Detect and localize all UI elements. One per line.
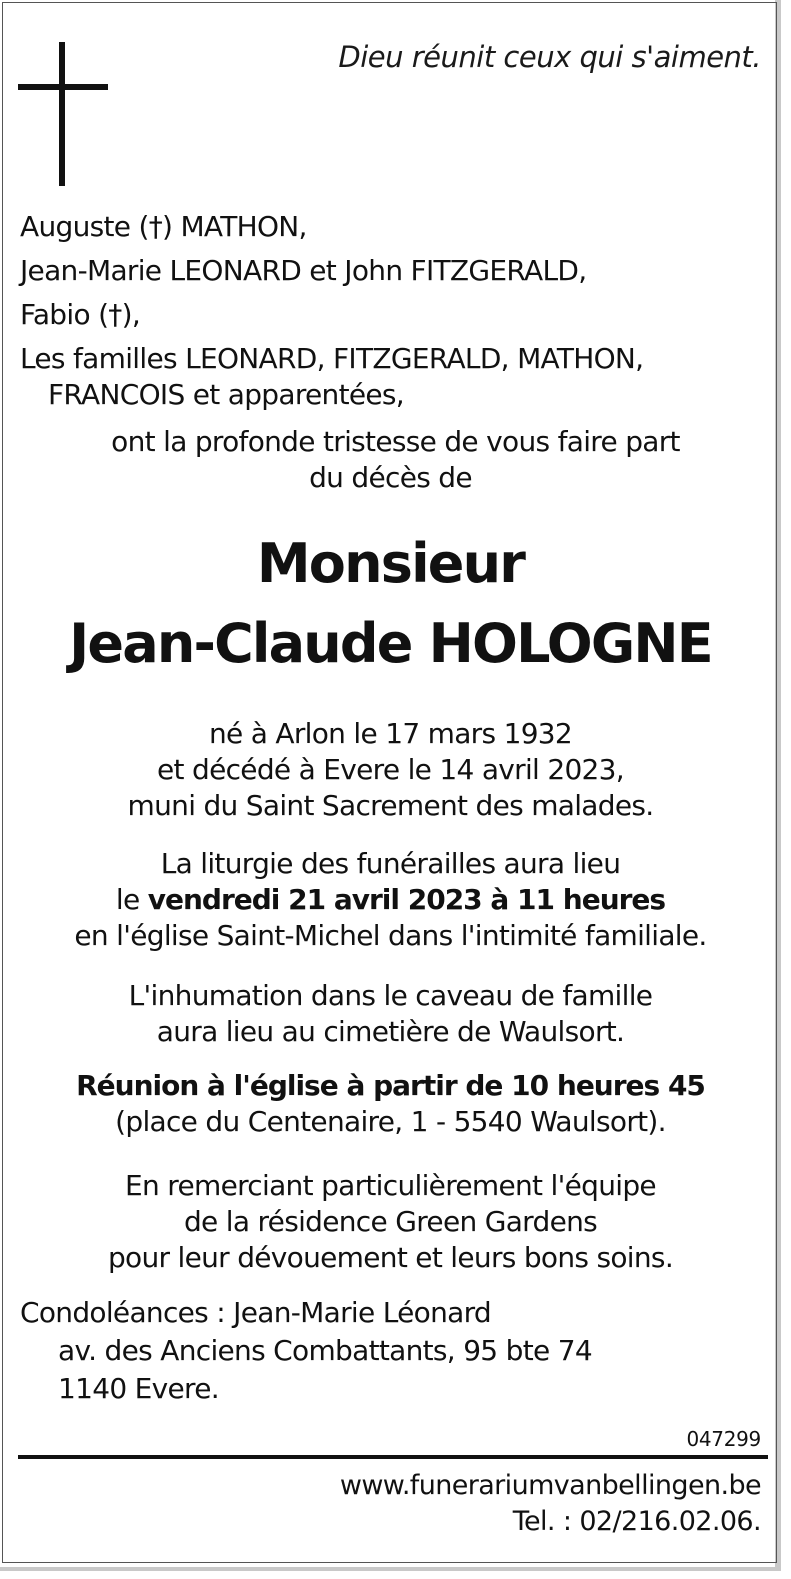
footer	[340, 1468, 761, 1540]
family-line: Fabio (†),	[20, 298, 141, 331]
birth-death-info	[0, 716, 781, 824]
condolences-line: av. des Anciens Combattants, 95 bte 74	[58, 1334, 592, 1367]
family-line: Les familles LEONARD, FITZGERALD, MATHON,	[20, 342, 644, 375]
info-line: muni du Saint Sacrement des malades.	[127, 789, 654, 822]
family-list	[20, 205, 643, 413]
meeting-info	[0, 1068, 781, 1140]
info-line: pour leur dévouement et leurs bons soins.	[107, 1241, 674, 1274]
funeral-date: vendredi 21 avril 2023 à 11 heures	[147, 883, 666, 916]
info-line: né à Arlon le 17 mars 1932	[208, 717, 573, 750]
family-line: FRANCOIS et apparentées,	[48, 378, 405, 411]
funeral-date-prefix: le	[115, 883, 148, 916]
info-line: La liturgie des funérailles aura lieu	[160, 847, 621, 880]
info-line: L'inhumation dans le caveau de famille	[128, 979, 653, 1012]
funeral-date-line	[0, 882, 781, 918]
announcement-line: du décès de	[309, 461, 472, 494]
reference-number: 047299	[686, 1427, 761, 1451]
website: www.funerariumvanbellingen.be	[339, 1470, 761, 1501]
deceased-title: Monsieur	[256, 532, 525, 595]
info-line: de la résidence Green Gardens	[183, 1205, 598, 1238]
divider	[18, 1455, 768, 1459]
meeting-address: (place du Centenaire, 1 - 5540 Waulsort).	[115, 1105, 666, 1138]
thanks-info	[0, 1168, 781, 1276]
condolences	[20, 1294, 592, 1408]
announcement-line: ont la profonde tristesse de vous faire part	[111, 425, 680, 458]
cross-icon	[18, 42, 108, 186]
family-line: Auguste (†) MATHON,	[20, 210, 307, 243]
motto: Dieu réunit ceux qui s'aiment.	[338, 40, 761, 74]
burial-info	[0, 978, 781, 1050]
condolences-line: 1140 Evere.	[58, 1372, 219, 1405]
funeral-info	[0, 846, 781, 954]
condolences-line: Condoléances : Jean-Marie Léonard	[20, 1296, 491, 1329]
deceased-name-block	[0, 524, 781, 684]
family-line: Jean-Marie LEONARD et John FITZGERALD,	[20, 254, 587, 287]
announcement	[0, 424, 781, 496]
meeting-time: Réunion à l'église à partir de 10 heures 45	[76, 1069, 705, 1102]
info-line: en l'église Saint-Michel dans l'intimité familiale.	[74, 919, 707, 952]
info-line: aura lieu au cimetière de Waulsort.	[156, 1015, 625, 1048]
phone: Tel. : 02/216.02.06.	[512, 1506, 761, 1537]
info-line: En remerciant particulièrement l'équipe	[125, 1169, 656, 1202]
info-line: et décédé à Evere le 14 avril 2023,	[157, 753, 624, 786]
deceased-name: Jean-Claude HOLOGNE	[69, 612, 712, 675]
